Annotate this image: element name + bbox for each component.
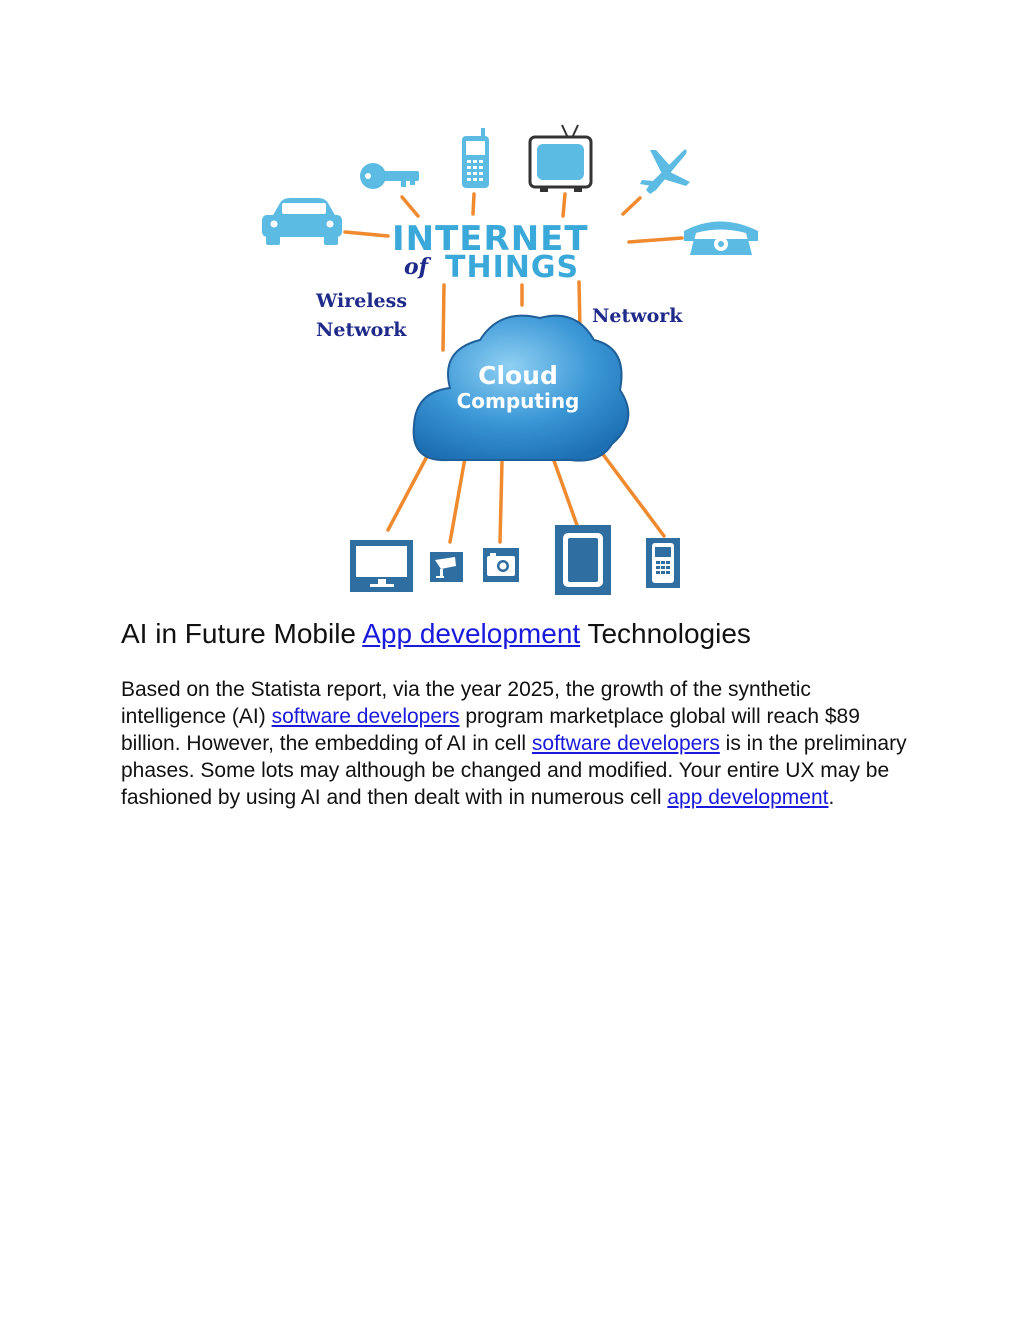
network-label: Network xyxy=(592,305,683,327)
key-icon xyxy=(360,163,419,189)
app-development-link[interactable]: App development xyxy=(362,618,581,649)
monitor-icon xyxy=(350,540,413,592)
camera-icon xyxy=(483,548,519,582)
security-camera-icon xyxy=(430,552,463,582)
iot-title-line1: INTERNET xyxy=(392,219,589,259)
body-paragraph xyxy=(121,676,921,811)
heading-text-after: Technologies xyxy=(580,618,751,649)
cloud-line1: Cloud xyxy=(478,361,558,390)
software-developers-link-2[interactable]: software developers xyxy=(531,732,720,755)
wireless-network-label xyxy=(315,290,407,341)
page-heading xyxy=(121,616,751,652)
paragraph-text-4: . xyxy=(828,786,835,809)
iot-title xyxy=(392,219,589,285)
iot-title-line2: THINGS xyxy=(445,250,580,285)
iot-title-of: of xyxy=(404,254,429,280)
airplane-icon xyxy=(640,150,690,195)
software-developers-link-1[interactable]: software developers xyxy=(271,705,460,728)
cloud-line2: Computing xyxy=(456,389,580,413)
television-icon xyxy=(530,125,591,192)
app-development-link-2[interactable]: app development xyxy=(667,786,829,809)
paragraph-text-2: program marketplace global will reach $89 billion. However, the embedding of AI in cell xyxy=(121,705,860,755)
mobile-phone-icon xyxy=(462,128,489,188)
telephone-icon xyxy=(684,222,758,256)
wireless-label-line1: Wireless xyxy=(316,290,408,312)
cell-phone-icon xyxy=(646,538,680,588)
paragraph-text-3: is in the preliminary phases. Some lots may although be changed and modified. Your entire UX may be fashioned by using AI and then dealt with in numerous cell xyxy=(121,732,907,809)
iot-diagram xyxy=(240,115,780,605)
tablet-icon xyxy=(555,525,611,595)
car-icon xyxy=(262,198,342,245)
paragraph-text-1: Based on the Statista report, via the year 2025, the growth of the synthetic intelligence (AI) xyxy=(121,678,811,728)
heading-text-before: AI in Future Mobile xyxy=(121,618,363,649)
wireless-label-line2: Network xyxy=(316,319,407,341)
cloud-computing-icon xyxy=(414,316,629,461)
